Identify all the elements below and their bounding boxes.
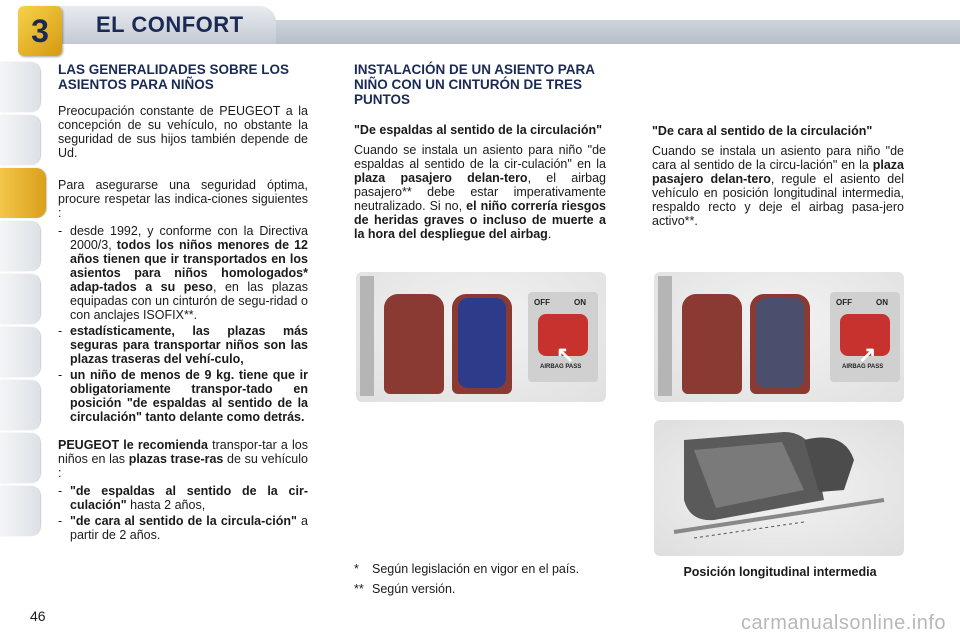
list-item: - un niño de menos de 9 kg. tiene que ir obligatoriamente transpor-tado en posición "de espaldas al sentido de la circulación" tanto delante como detrás. <box>58 368 308 424</box>
rear-facing-heading: "De espaldas al sentido de la circulación" <box>354 123 603 137</box>
chapter-tab-3-active[interactable] <box>0 168 46 218</box>
footnotes <box>354 562 606 602</box>
rear-facing-illustration <box>356 272 606 402</box>
chapter-tab-6[interactable] <box>0 327 40 377</box>
chapter-tab-1[interactable] <box>0 62 40 112</box>
list-marker: - <box>58 368 63 382</box>
front-seat-left <box>384 294 444 394</box>
arrow-icon: ↖ <box>556 342 575 367</box>
intro-paragraph: Preocupación constante de PEUGEOT a la concepción de su vehículo, no obstante la seguridad de sus hijos también depende de Ud. <box>58 104 308 160</box>
section-title: EL CONFORT <box>96 12 244 37</box>
installation-heading: INSTALACIÓN DE UN ASIENTO PARA NIÑO CON UN CINTURÓN DE TRES PUNTOS <box>354 62 595 107</box>
watermark: carmanualsonline.info <box>740 612 946 634</box>
forward-facing-heading: "De cara al sentido de la circulación" <box>652 124 873 138</box>
general-heading: LAS GENERALIDADES SOBRE LOS ASIENTOS PARA NIÑOS <box>58 62 290 92</box>
front-seat-left <box>682 294 742 394</box>
list-marker: - <box>58 224 63 238</box>
arrow-icon: ↗ <box>858 342 877 367</box>
recommendation-paragraph: PEUGEOT le recomienda transpor-tar a los niños en las plazas trase-ras de su vehículo : <box>58 438 308 480</box>
advice-paragraph: Para asegurarse una seguridad óptima, procure respetar las indica-ciones siguientes : <box>58 178 308 220</box>
chapter-tab-5[interactable] <box>0 274 40 324</box>
list-item: - "de cara al sentido de la circula-ción" a partir de 2 años. <box>58 514 308 542</box>
chapter-tab-2[interactable] <box>0 115 40 165</box>
illustration-caption: Posición longitudinal intermedia <box>683 565 877 579</box>
seat-position-illustration <box>654 420 904 556</box>
airbag-switch-on: OFF ON ↗ AIRBAG PASS <box>830 292 900 382</box>
list-item: - "de espaldas al sentido de la cir-culación" hasta 2 años, <box>58 484 308 512</box>
footnote: * Según legislación en vigor en el país. <box>354 562 580 576</box>
chapter-badge: 3 <box>18 6 62 56</box>
list-marker: - <box>58 514 63 528</box>
right-column <box>652 124 904 238</box>
child-seat <box>756 298 804 388</box>
list-marker: - <box>58 484 63 498</box>
forward-facing-illustration <box>654 272 904 402</box>
chapter-tab-4[interactable] <box>0 221 40 271</box>
page-number: 46 <box>30 608 46 624</box>
airbag-switch-off: OFF ON ↖ AIRBAG PASS <box>528 292 598 382</box>
left-column <box>58 62 308 544</box>
list-item: - desde 1992, y conforme con la Directiva 2000/3, todos los niños menores de 12 años tienen que ir transportados en los asientos para niños homologados* adap-tados a su peso, en las plazas equipadas con un cinturón de segu-ridad o con anclajes ISOFIX**. <box>58 224 309 322</box>
footnote: ** Según versión. <box>354 582 456 596</box>
forward-facing-paragraph: Cuando se instala un asiento para niño "de cara al sentido de la circu-lación" en la plaza pasajero delan-tero, regule el asiento del vehículo en posición longitudinal intermedia, respaldo recto y deje el airbag pasa-jero activo**. <box>652 144 904 228</box>
chapter-tab-9[interactable] <box>0 486 40 536</box>
list-item: - estadísticamente, las plazas más seguras para transportar niños son las plazas traseras del vehí-culo, <box>58 324 308 366</box>
middle-column <box>354 62 606 251</box>
chapter-tab-7[interactable] <box>0 380 40 430</box>
seat-rail-drawing <box>654 420 904 556</box>
chapter-tab-strip <box>0 62 46 582</box>
chapter-tab-8[interactable] <box>0 433 40 483</box>
list-marker: - <box>58 324 63 338</box>
rear-facing-paragraph: Cuando se instala un asiento para niño "de espaldas al sentido de la cir-culación" en la plaza pasajero delan-tero, el airbag pasajero** debe estar imperativamente neutralizado. Si no, el niño correría riesgos de heridas graves o incluso de muerte a la hora del despliegue del airbag. <box>354 143 606 241</box>
child-seat <box>458 298 506 388</box>
